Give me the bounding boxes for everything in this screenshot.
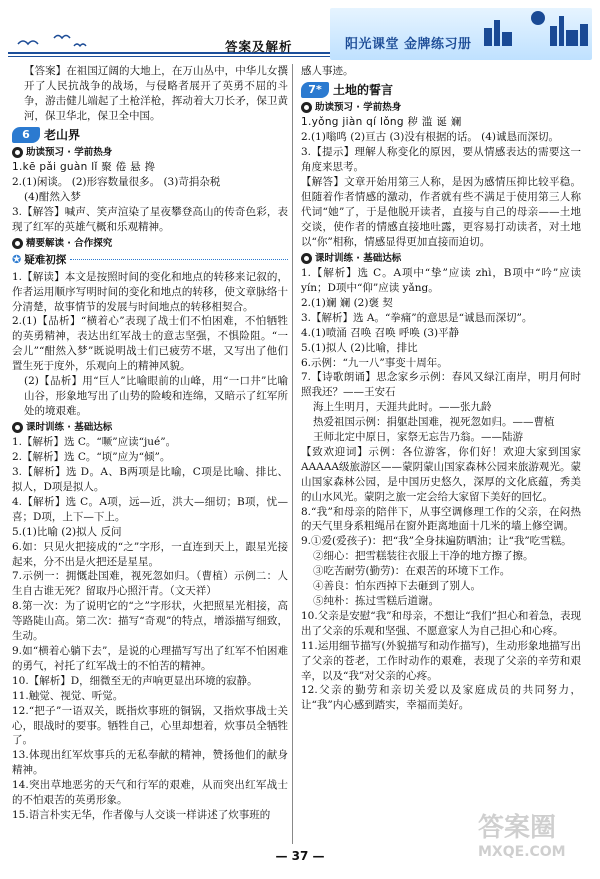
answer-line: 6.示例：“九一八”事变十周年。 (301, 356, 448, 369)
answer-line: 【解答】文章开始用第三人称，是因为感情压抑比较平稳。但随着作者情感的激动，作者就有些不满足于使用第三人称代词“她”了，于是他脱开读者，直接与自己的母亲——土地交谈，使作者的情感直接地吐露，更容易打动读者，对土地以“你”相称，情感显得更加直接而迫切。 (301, 176, 581, 248)
answer-line: 2.(1)斓 斓 (2)褒 契 (301, 296, 393, 309)
lesson-number: 7* (301, 82, 329, 98)
answer-line: 7.【诗歌朗诵】思念家乡示例：春风又绿江南岸，明月何时照我还？——王安石 (301, 371, 581, 399)
watermark-text: 答案圈 (478, 813, 557, 843)
answer-line: (4)酣然入梦 (24, 190, 81, 203)
answer-line: 8.第一次：为了说明它的“之”字形状，火把照星光相接，高等路陡山高。第二次：描写“奇观”的特点，增添描写细致，生动。 (12, 600, 288, 643)
answer-line: 2.(1)闲谈。 (2)形容数量很多。 (3)苛捐杂税 (12, 176, 221, 189)
right-column (301, 64, 581, 713)
answer-line: 11.运用细节描写(外貌描写和动作描写)，生动形象地描写出了父亲的苍老，工作时动作的艰难，表现了父亲的辛劳和艰辛，以及“我”对父亲的心疼。 (301, 639, 581, 682)
answer-line: 5.(1)比喻 (2)拟人 反问 (12, 525, 122, 538)
answer-line: 3.【提示】理解人称变化的原因，要从情感表达的需要这一角度来思考。 (301, 146, 581, 174)
section-label: 助读预习 · 学前热身 (26, 146, 113, 158)
answer-line: 4.【解析】选 C。A项，远—近，洪大—细切；B项，忧—喜；D项，上下—下上。 (12, 495, 288, 523)
answer-line: 12.父亲的勤劳和亲切关爱以及家庭成员的共同努力，让“我”内心感到踏实，幸福而美好。 (301, 684, 581, 712)
answer-line: ⑤纯朴：拣过雪糕后道谢。 (313, 595, 439, 607)
header-title: 答案及解析 (225, 39, 293, 54)
section-bullet-icon (301, 253, 312, 264)
answer-line: 5.(1)拟人 (2)比喻，排比 (301, 341, 418, 354)
section-label: 课时训练 · 基础达标 (315, 252, 402, 264)
section-bullet-icon (12, 147, 23, 158)
lesson-title: 老山界 (44, 127, 81, 142)
answer-line: 4.(1)喷涌 召唤 召唤 呼唤 (3)平静 (301, 326, 460, 339)
answer-line: ③吃苦耐劳(勤劳)：在艰苦的环境下工作。 (313, 565, 511, 578)
answer-line: 1.【解读】本文是按照时间的变化和地点的转移来记叙的，作者运用顺序写明时间的变化和地点的转移，使文章脉络十分清楚，故事情节的发展与时间地点的转移相契合。 (12, 270, 288, 313)
header-brand: 阳光课堂 金牌练习册 (345, 37, 472, 52)
section-preview (12, 146, 288, 159)
answer-line: 【致欢迎词】示例：各位游客，你们好！欢迎大家到国家AAAAA级旅游区——蒙阴蒙山国家森林公园来旅游观光。蒙山国家森林公园，是中国历史悠久，深厚的文化底蕴，秀美的山水风光。蒙阴之旅一定会给大家留下美好的回忆。 (301, 445, 581, 503)
section-bullet-icon (12, 422, 23, 433)
section-label: 课时训练 · 基础达标 (26, 421, 113, 433)
answer-line: 2.(1)【品析】“横着心”表现了战士们不怕困难，不怕牺牲的英勇精神，表达出红军战士的意志坚强，不惧险阻。“一会儿”“酣然入梦”既说明战士们已疲劳不堪，又写出了他们置生死于度外，乐观向上的精神风貌。 (12, 315, 288, 373)
star-icon: ✪ (12, 253, 22, 267)
answer-line: ②细心：把雪糕装往衣服上干净的地方擦了擦。 (313, 550, 534, 563)
section-practice (12, 421, 288, 434)
answer-line: (2)【品析】用“巨人”比喻眼前的山峰，用“一口井”比喻山谷，形象地写出了山势的险峻和连绵，又暗示了红军所处的境艰难。 (24, 375, 288, 417)
section-interpretation (12, 237, 288, 250)
answer-line: 9.如“横着心躺下去”，是说的心理描写写出了红军不怕困难的勇气，衬托了红军战士的不怕苦的精神。 (12, 645, 288, 672)
answer-line: 7.示例一：拥慨赴国难，视死忽如归。（曹植）示例二：人生自古谁无死？留取丹心照汗青。（文天祥） (12, 570, 288, 598)
lesson-title: 土地的誓言 (333, 82, 394, 97)
section-practice (301, 252, 581, 265)
answer-line: 海上生明月，天涯共此时。——张九龄 (313, 401, 492, 414)
answer-line: 10.【解析】D，细微至无的声响更显出环境的寂静。 (12, 674, 258, 687)
lesson-7-heading (301, 82, 581, 99)
answer-line: 8.“我”和母亲的陪伴下，从事空调修理工作的父亲，在闷热的天气里身系粗绳吊在窗外距离地面十几米的墙上修空调。 (301, 505, 581, 533)
page-number: — 37 — (275, 849, 325, 863)
section-bullet-icon (12, 238, 23, 249)
answer-line: 1.kē pǎi guàn lǐ 聚 倦 悬 搀 (12, 161, 156, 174)
answer-line: 15.语言朴实无华，作者像与人交谈一样讲述了炊事班的 (12, 808, 271, 821)
intro-answer: 【答案】在祖国辽阔的大地上，在万山丛中，中华儿女撰开了人民抗战争的战场，与侵略者展开了英勇不屈的斗争，游击健儿端起了土枪洋枪，挥动着大刀长矛，保卫黄河，保卫华北，保卫全中国。 (24, 65, 288, 122)
answer-line: 2.(1)嗡鸣 (2)亘古 (3)没有根据的话。 (4)诚恳而深切。 (301, 131, 560, 144)
answer-line: 2.【解析】选 C。“顷”应为“倾”。 (12, 451, 171, 464)
section-label: 精要解读 · 合作探究 (26, 237, 113, 249)
answer-line: 1.【解析】选 C。“噘”应读“jué”。 (12, 436, 177, 449)
city-skyline-icon (480, 6, 592, 46)
watermark-url: MXQE.COM (478, 844, 566, 860)
answer-line: 3.【解析】选 A。“拳痛”的意思是“诚恳而深切”。 (301, 311, 533, 324)
section-label: 助读预习 · 学前热身 (315, 101, 402, 113)
section-bullet-icon (301, 102, 312, 113)
answer-line: 12.“把子”一语双关，既指炊事班的铜锅，又指炊事战士关心，眼战时的要事。牺牲自己，心里却想着，炊事员全牺牲了。 (12, 704, 288, 747)
answer-line: 1.【解析】选 C。A项中“挚”应读 zhì，B项中“吟”应读 yín；D项中“仰”应读 yǎng。 (301, 267, 581, 294)
answer-line: ④善良：怕东西掉下去砸到了别人。 (313, 580, 481, 593)
dotted-rule (70, 259, 288, 260)
answer-line: 1.yǒng jiàn qí lǒng 秽 滥 诞 斓 (301, 116, 462, 129)
answer-line: 王师北定中原日，家祭无忘告乃翁。——陆游 (313, 431, 523, 444)
answer-line: 3.【解析】选 D。A、B两项是比喻，C项是比喻、排比、拟人，D项是拟人。 (12, 466, 288, 494)
answer-line: 3.【解答】喊声、笑声渲染了星夜攀登高山的传奇色彩，表现了红军的英雄气概和乐观精神。 (12, 205, 288, 233)
section-difficulty (12, 252, 288, 268)
column-divider (292, 64, 293, 844)
header-rule-thin (8, 56, 330, 57)
birds-icon (14, 30, 94, 52)
watermark-logo (478, 815, 596, 875)
lesson-number: 6 (12, 127, 40, 143)
answer-line: 11.触觉、视觉、听觉。 (12, 689, 124, 702)
section-label: 疑难初探 (24, 253, 67, 266)
lesson-6-heading (12, 127, 288, 144)
left-column (12, 64, 288, 823)
page-header (0, 0, 600, 62)
answer-line: 感人事迹。 (301, 65, 354, 77)
section-preview (301, 101, 581, 114)
answer-line: 10.父亲是安慰“我”和母亲，不想让“我们”担心和着急，表现出了父亲的乐观和坚强、不愿意家人为自己担心和心疼。 (301, 609, 581, 637)
answer-line: 6.如：只见火把接成的“之”字形，一直连到天上，跟星光接起来，分不出是火把还是星星。 (12, 540, 288, 568)
answer-line: 热爱祖国示例：捐躯赴国难，视死忽如归。——曹植 (313, 416, 555, 429)
answer-line: 9.①爱(爱孩子)：把“我”全身抹遍防晒油；让“我”吃雪糕。 (301, 535, 572, 548)
answer-line: 13.体现出红军炊事兵的无私奉献的精神，赞扬他们的献身精神。 (12, 749, 288, 777)
answer-line: 14.突出草地恶劣的天气和行军的艰难，从而突出红军战士的不怕艰苦的英勇形象。 (12, 779, 288, 807)
